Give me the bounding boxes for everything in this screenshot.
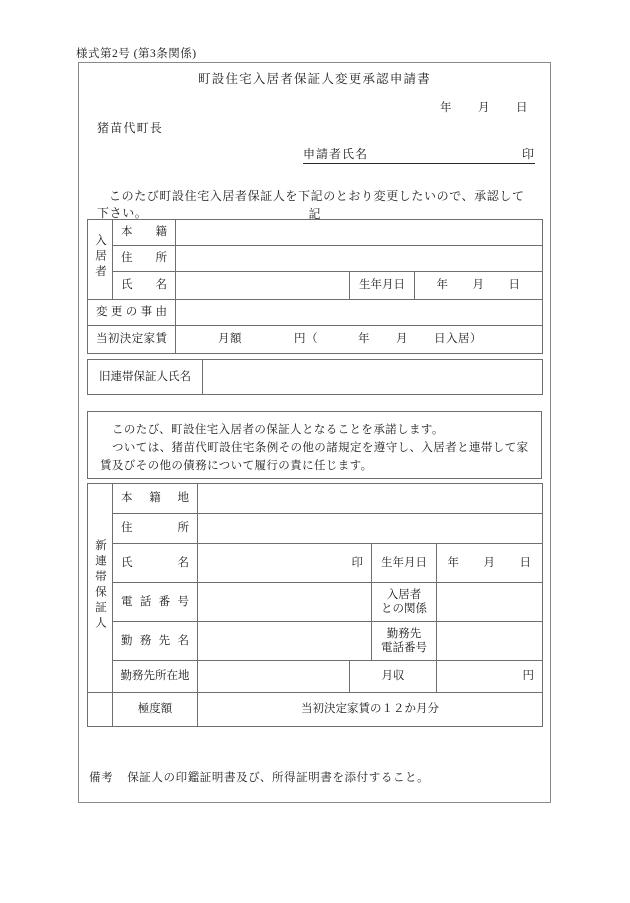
new-tel-label: 電話番号	[113, 583, 198, 622]
resident-jusho-label: 住所	[113, 246, 176, 272]
rent-year-label: 年	[358, 333, 370, 346]
remarks	[89, 769, 429, 785]
table-row	[88, 272, 543, 300]
remarks-text: 保証人の印鑑証明書及び、所得証明書を添付すること。	[127, 772, 430, 784]
new-income-label: 月収	[350, 661, 437, 693]
date-month-label: 月	[478, 102, 490, 114]
resident-honseki-value[interactable]	[176, 220, 543, 246]
ki-mark: 記	[308, 207, 321, 221]
new-work-tel-label: 勤務先 電話番号	[372, 622, 437, 661]
date-year-label: 年	[440, 102, 452, 114]
limit-amount-value: 当初決定家賃の１２か月分	[198, 693, 543, 727]
resident-vertical-label: 入居者	[88, 220, 113, 300]
new-jusho-label: 住所	[113, 514, 198, 544]
rent-yen-label: 円（	[294, 333, 318, 346]
resident-birth-label: 生年月日	[350, 272, 415, 300]
new-birth-value[interactable]	[437, 544, 543, 583]
new-work-addr-label: 勤務先所在地	[113, 661, 198, 693]
change-reason-label: 変更の事由	[88, 300, 176, 326]
resident-jusho-value[interactable]	[176, 246, 543, 272]
birth-month-label: 月	[472, 279, 485, 292]
table-row	[88, 246, 543, 272]
birth-year-label: 年	[436, 279, 449, 292]
limit-spacer-cell	[88, 693, 113, 727]
rent-movein-label: 日入居）	[434, 333, 482, 346]
limit-amount-label: 極度額	[113, 693, 198, 727]
new-birth-year-label: 年	[447, 556, 460, 569]
new-work-name-label: 勤務先名	[113, 622, 198, 661]
table-row	[88, 300, 543, 326]
new-work-tel-value[interactable]	[437, 622, 543, 661]
new-relation-label: 入居者 との関係	[372, 583, 437, 622]
new-guarantor-table	[87, 483, 543, 727]
date-day-label: 日	[516, 102, 528, 114]
applicant-name-label: 申請者氏名	[303, 147, 369, 161]
new-relation-value[interactable]	[437, 583, 543, 622]
new-honseki-label: 本籍地	[113, 484, 198, 514]
new-income-value[interactable]: 円	[437, 661, 543, 693]
new-birth-day-label: 日	[519, 556, 532, 569]
old-guarantor-value[interactable]	[203, 360, 543, 395]
table-row	[88, 220, 543, 246]
initial-rent-value[interactable]	[176, 326, 543, 354]
table-row	[88, 583, 543, 622]
rent-monthly-label: 月額	[218, 333, 242, 346]
pledge-line-3: 賃及びその他の債務について履行の責に任じます。	[100, 459, 373, 472]
resident-honseki-label: 本籍	[113, 220, 176, 246]
resident-table	[87, 219, 543, 354]
new-birth-month-label: 月	[483, 556, 496, 569]
intro-text: このたび町設住宅入居者保証人を下記のとおり変更したいので、承認して下さい。	[97, 189, 525, 220]
form-number: 様式第2号 (第3条関係)	[76, 48, 197, 60]
pledge-line-2: ついては、猪苗代町設住宅条例その他の諸規定を遵守し、入居者と連帯して家	[112, 441, 529, 454]
change-reason-value[interactable]	[176, 300, 543, 326]
table-row	[88, 360, 543, 395]
table-row	[88, 544, 543, 583]
initial-rent-label: 当初決定家賃	[88, 326, 176, 354]
remarks-label: 備考	[89, 772, 114, 784]
old-guarantor-table	[87, 359, 543, 395]
resident-shimei-label: 氏名	[113, 272, 176, 300]
addressee: 猪苗代町長	[97, 121, 164, 135]
old-guarantor-label: 旧連帯保証人氏名	[88, 360, 203, 395]
table-row	[88, 514, 543, 544]
pledge-line-1: このたび、町設住宅入居者の保証人となることを承諾します。	[112, 424, 444, 436]
resident-birth-value[interactable]	[415, 272, 543, 300]
table-row	[88, 693, 543, 727]
birth-day-label: 日	[508, 279, 521, 292]
new-tel-value[interactable]	[198, 583, 372, 622]
new-work-name-value[interactable]	[198, 622, 372, 661]
applicant-name-line[interactable]	[303, 145, 535, 164]
table-row	[88, 326, 543, 354]
page-frame	[78, 62, 551, 803]
resident-shimei-value[interactable]	[176, 272, 350, 300]
new-work-addr-value[interactable]	[198, 661, 350, 693]
pledge-box	[87, 411, 542, 479]
applicant-seal-mark: 印	[521, 147, 535, 161]
table-row	[88, 484, 543, 514]
new-jusho-value[interactable]	[198, 514, 543, 544]
new-shimei-label: 氏名	[113, 544, 198, 583]
page-title: 町設住宅入居者保証人変更承認申請書	[198, 72, 431, 86]
rent-month-label: 月	[396, 333, 408, 346]
table-row	[88, 661, 543, 693]
table-row	[88, 622, 543, 661]
new-shimei-seal[interactable]: 印	[198, 544, 372, 583]
date-line	[440, 99, 528, 115]
new-guarantor-vertical-label: 新連帯保証人	[88, 484, 113, 693]
new-birth-label: 生年月日	[372, 544, 437, 583]
new-honseki-value[interactable]	[198, 484, 543, 514]
